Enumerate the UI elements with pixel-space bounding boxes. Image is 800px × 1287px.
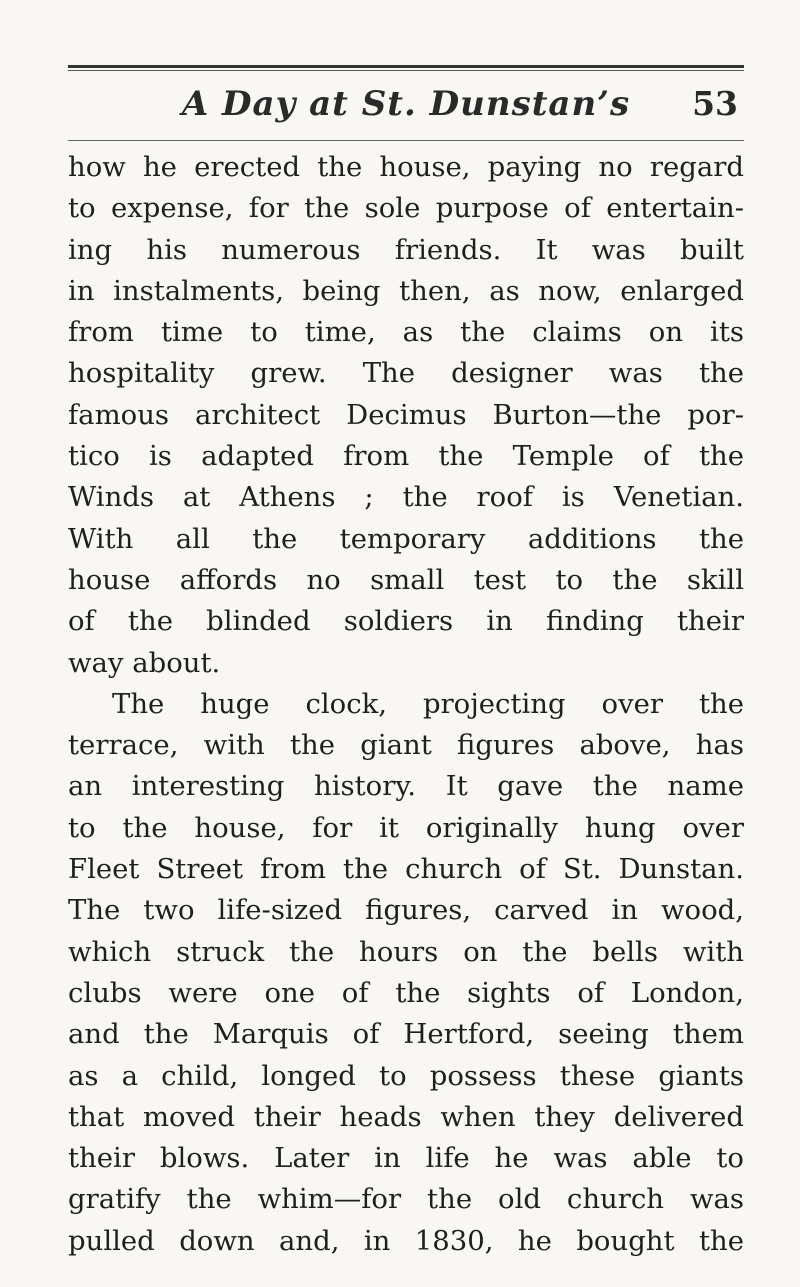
text-line: With all the temporary additions the (68, 522, 744, 555)
running-head (68, 80, 744, 130)
running-title: A Day at St. Dunstan’s (181, 84, 631, 124)
text-line: that moved their heads when they delivered (68, 1100, 744, 1133)
text-line: ing his numerous friends. It was built (68, 233, 744, 266)
text-line: tico is adapted from the Temple of the (68, 440, 744, 473)
text-line: their blows. Later in life he was able to (68, 1142, 744, 1175)
text-line: gratify the whim—for the old church was (68, 1183, 744, 1216)
text-line: to expense, for the sole purpose of entertain- (68, 192, 744, 225)
body-text (68, 147, 744, 1262)
text-line: of the blinded soldiers in finding their (68, 605, 744, 638)
text-line: terrace, with the giant figures above, has (68, 729, 744, 762)
text-line: an interesting history. It gave the name (68, 770, 744, 803)
text-line: to the house, for it originally hung over (68, 811, 744, 844)
text-line: and the Marquis of Hertford, seeing them (68, 1018, 744, 1051)
header-rule-bottom (68, 140, 744, 141)
page-number: 53 (692, 84, 738, 123)
text-line: house affords no small test to the skill (68, 563, 744, 596)
paragraph-1 (68, 147, 744, 684)
text-line: way about. (68, 646, 221, 679)
text-line: which struck the hours on the bells with (68, 935, 744, 968)
text-line: Fleet Street from the church of St. Dunstan. (68, 853, 744, 886)
header-rule-top (68, 65, 744, 71)
text-line: from time to time, as the claims on its (68, 316, 744, 349)
text-line: hospitality grew. The designer was the (68, 357, 744, 390)
text-line: in instalments, being then, as now, enlarged (68, 274, 744, 307)
text-line: how he erected the house, paying no regard (68, 151, 744, 183)
text-line: clubs were one of the sights of London, (68, 976, 744, 1009)
text-line: Winds at Athens ; the roof is Venetian. (68, 481, 744, 514)
text-line: The two life-sized figures, carved in wood, (68, 894, 744, 927)
text-line: pulled down and, in 1830, he bought the (68, 1224, 744, 1257)
paragraph-2 (68, 684, 744, 1262)
text-line: famous architect Decimus Burton—the por- (68, 398, 744, 431)
text-line: The huge clock, projecting over the (112, 687, 744, 720)
text-line: as a child, longed to possess these giants (68, 1059, 744, 1092)
